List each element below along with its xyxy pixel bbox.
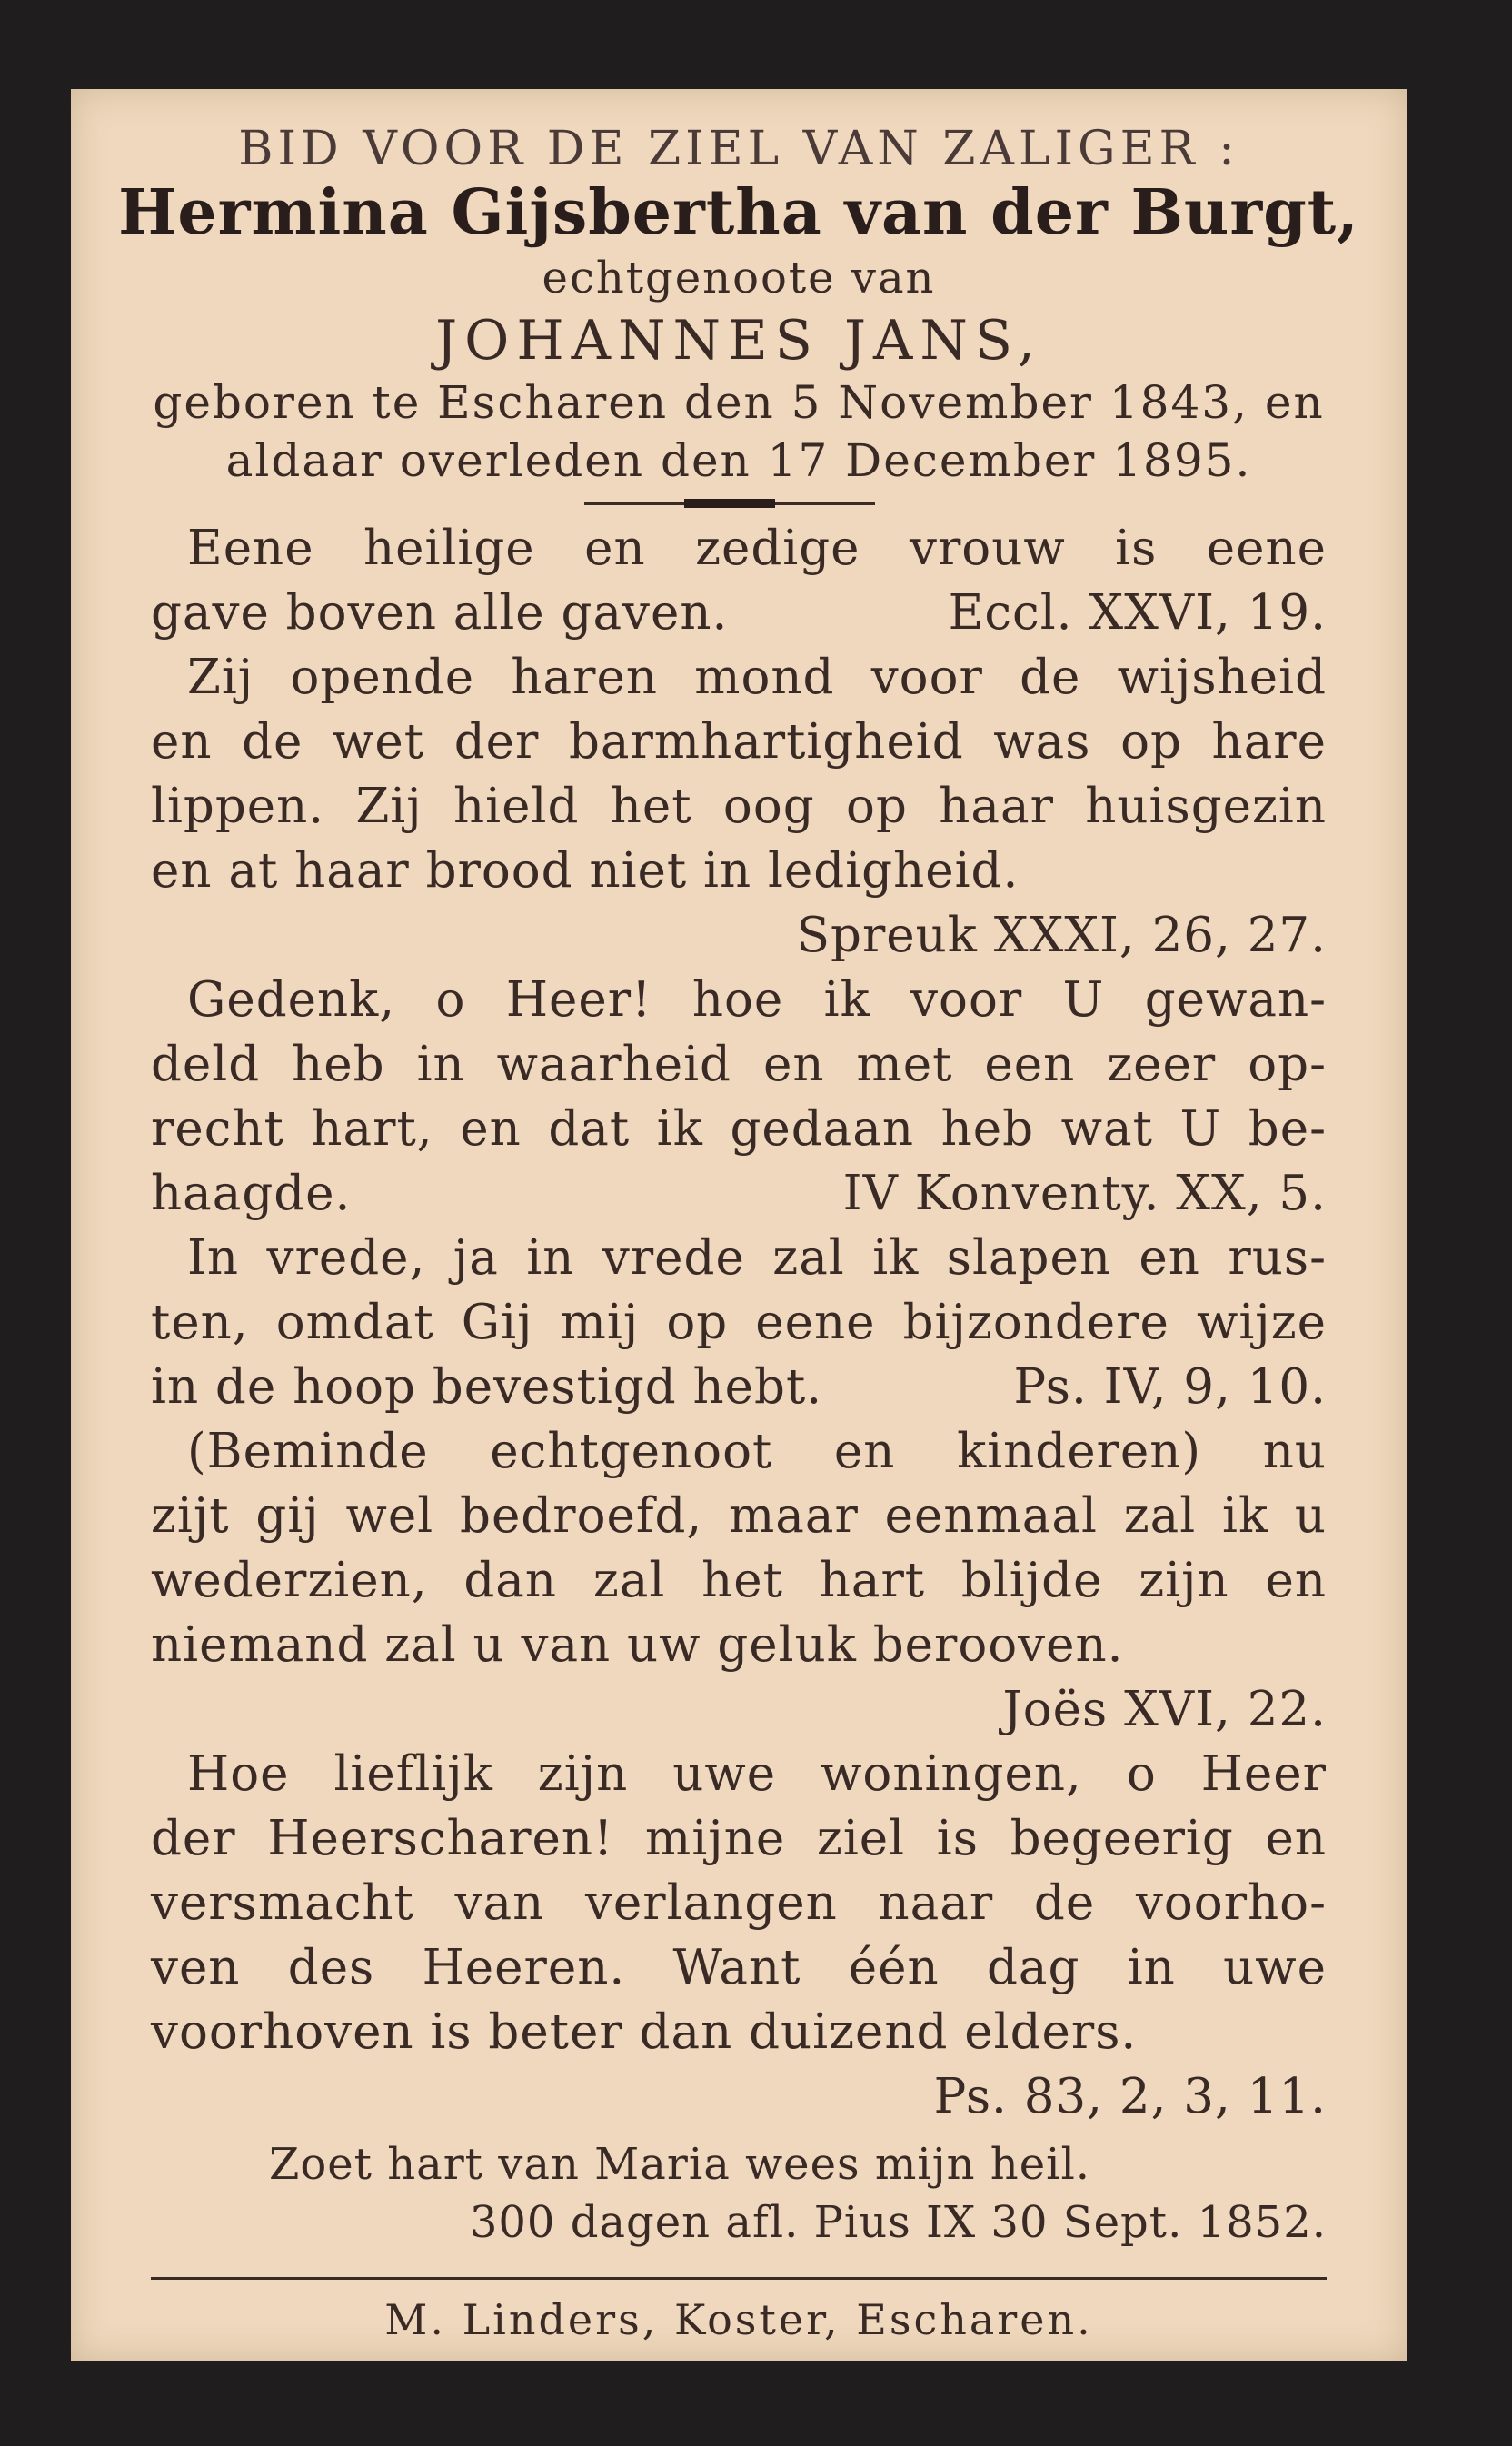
header-title: BID VOOR DE ZIEL VAN ZALIGER :: [238, 122, 1239, 176]
verse-line: [151, 1161, 1327, 1226]
verse-reference: Joës XVI, 22.: [1002, 1682, 1327, 1737]
verse-text: haagde.: [151, 1166, 352, 1221]
verse-line: [151, 1355, 1327, 1419]
verse-reference: Eccl. XXVI, 19.: [948, 585, 1327, 641]
verse-line: en de wet der barmhartigheid was op hare: [151, 714, 1327, 770]
verse-line: niemand zal u van uw geluk berooven.: [151, 1617, 1124, 1673]
ornamental-divider: [584, 502, 875, 505]
indulgence-prayer: Zoet hart van Maria wees mijn heil.: [269, 2139, 1091, 2190]
verse-reference: Spreuk XXXI, 26, 27.: [796, 908, 1327, 963]
spouse-intro: echtgenoote van: [542, 253, 936, 303]
verse-line: recht hart, en dat ik gedaan heb wat U be-: [151, 1101, 1327, 1157]
indulgence-block: [151, 2135, 1327, 2252]
verse-reference: Ps. IV, 9, 10.: [1013, 1359, 1327, 1415]
verse-line: lippen. Zij hield het oog op haar huisgezin: [151, 779, 1327, 834]
verses-block: [151, 516, 1327, 2129]
indulgence-grant: 300 dagen afl. Pius IX 30 Sept. 1852.: [469, 2197, 1327, 2248]
verse-line: [151, 581, 1327, 645]
verse-line: ten, omdat Gij mij op eene bijzondere wijze: [151, 1295, 1327, 1350]
verse-line: (Beminde echtgenoot en kinderen) nu: [187, 1424, 1327, 1479]
verse-line: deld heb in waarheid en met een zeer op-: [151, 1037, 1327, 1092]
verse-line: Eene heilige en zedige vrouw is eene: [187, 521, 1327, 576]
verse-line: In vrede, ja in vrede zal ik slapen en rus-: [187, 1230, 1327, 1286]
verse-reference: Ps. 83, 2, 3, 11.: [933, 2069, 1327, 2124]
bottom-divider: [151, 2277, 1327, 2280]
printer-credit: M. Linders, Koster, Escharen.: [384, 2295, 1093, 2344]
verse-line: der Heerscharen! mijne ziel is begeerig en: [151, 1811, 1327, 1866]
death-line: aldaar overleden den 17 December 1895.: [225, 434, 1252, 487]
verse-text: gave boven alle gaven.: [151, 585, 729, 641]
verse-line: Hoe lieflijk zijn uwe woningen, o Heer: [187, 1746, 1327, 1802]
verse-line: en at haar brood niet in ledigheid.: [151, 843, 1020, 899]
deceased-name: Hermina Gijsbertha van der Burgt,: [118, 176, 1359, 249]
verse-line: zijt gij wel bedroefd, maar eenmaal zal ik u: [151, 1488, 1327, 1544]
verse-line: versmacht van verlangen naar de voorho-: [151, 1875, 1327, 1931]
verse-reference: IV Konventy. XX, 5.: [842, 1166, 1327, 1221]
memorial-card: [71, 89, 1407, 2361]
verse-line: wederzien, dan zal het hart blijde zijn en: [151, 1553, 1327, 1608]
verse-line: ven des Heeren. Want één dag in uwe: [151, 1940, 1327, 1995]
spouse-name: JOHANNES JANS,: [435, 309, 1042, 373]
verse-line: Zij opende haren mond voor de wijsheid: [187, 650, 1327, 705]
verse-text: in de hoop bevestigd hebt.: [151, 1359, 823, 1415]
verse-line: voorhoven is beter dan duizend elders.: [151, 2004, 1138, 2060]
birth-line: geboren te Escharen den 5 November 1843, en: [153, 376, 1325, 429]
verse-line: Gedenk, o Heer! hoe ik voor U gewan-: [187, 972, 1327, 1028]
